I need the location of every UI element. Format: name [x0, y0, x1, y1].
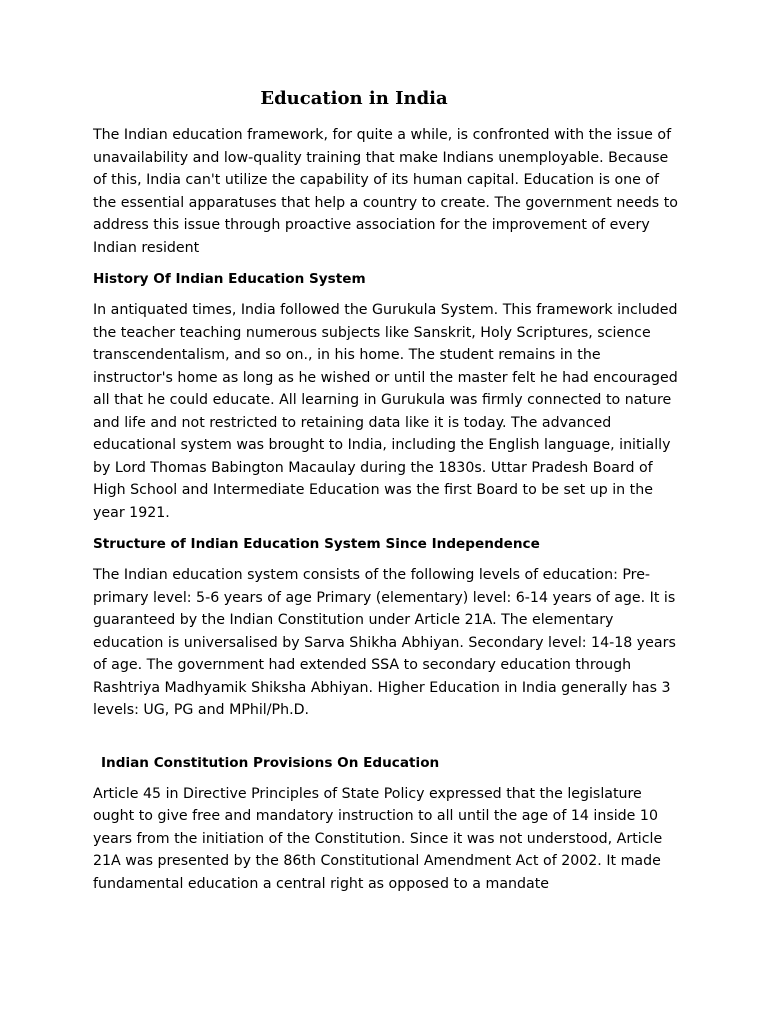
- document-body: [93, 124, 683, 904]
- constitution-paragraph: Article 45 in Directive Principles of State Policy expressed that the legislature ought to give free and mandatory instruction to all until the age of 14 inside 10 years from the initiation of the Constitution. Since it was not understood, Article 21A was presented by the 86th Constitutional Amendment Act of 2002. It made fundamental education a central right as opposed to a mandate: [93, 785, 663, 892]
- intro-paragraph: The Indian education framework, for quite a while, is confronted with the issue of unavailability and low-quality training that make Indians unemployable. Because of this, India can't utilize the capability of its human capital. Education is one of the essential apparatuses that help a country to create. The government needs to address this issue through proactive association for the improvement of every Indian resident: [93, 127, 678, 256]
- structure-heading: Structure of Indian Education System Since Independence: [93, 536, 540, 552]
- history-heading: History Of Indian Education System: [93, 271, 366, 287]
- document-title: Education in India: [260, 88, 448, 109]
- history-paragraph: In antiquated times, India followed the Gurukula System. This framework included the teacher teaching numerous subjects like Sanskrit, Holy Scriptures, science transcendentalism, and so on., in his home. The student remains in the instructor's home as long as he wished or until the master felt he had encouraged all that he could educate. All learning in Gurukula was firmly connected to nature and life and not restricted to retaining data like it is today. The advanced educational system was brought to India, including the English language, initially by Lord Thomas Babington Macaulay during the 1830s. Uttar Pradesh Board of High School and Intermediate Education was the first Board to be set up in the year 1921.: [93, 302, 678, 521]
- constitution-heading: Indian Constitution Provisions On Education: [101, 754, 440, 771]
- structure-paragraph: The Indian education system consists of the following levels of education: Pre-primary level: 5-6 years of age Primary (elementary) level: 6-14 years of age. It is guaranteed by the Indian Constitution under Article 21A. The elementary education is universalised by Sarva Shikha Abhiyan. Secondary level: 14-18 years of age. The government had extended SSA to secondary education through Rashtriya Madhyamik Shiksha Abhiyan. Higher Education in India generally has 3 levels: UG, PG and MPhil/Ph.D.: [93, 567, 676, 718]
